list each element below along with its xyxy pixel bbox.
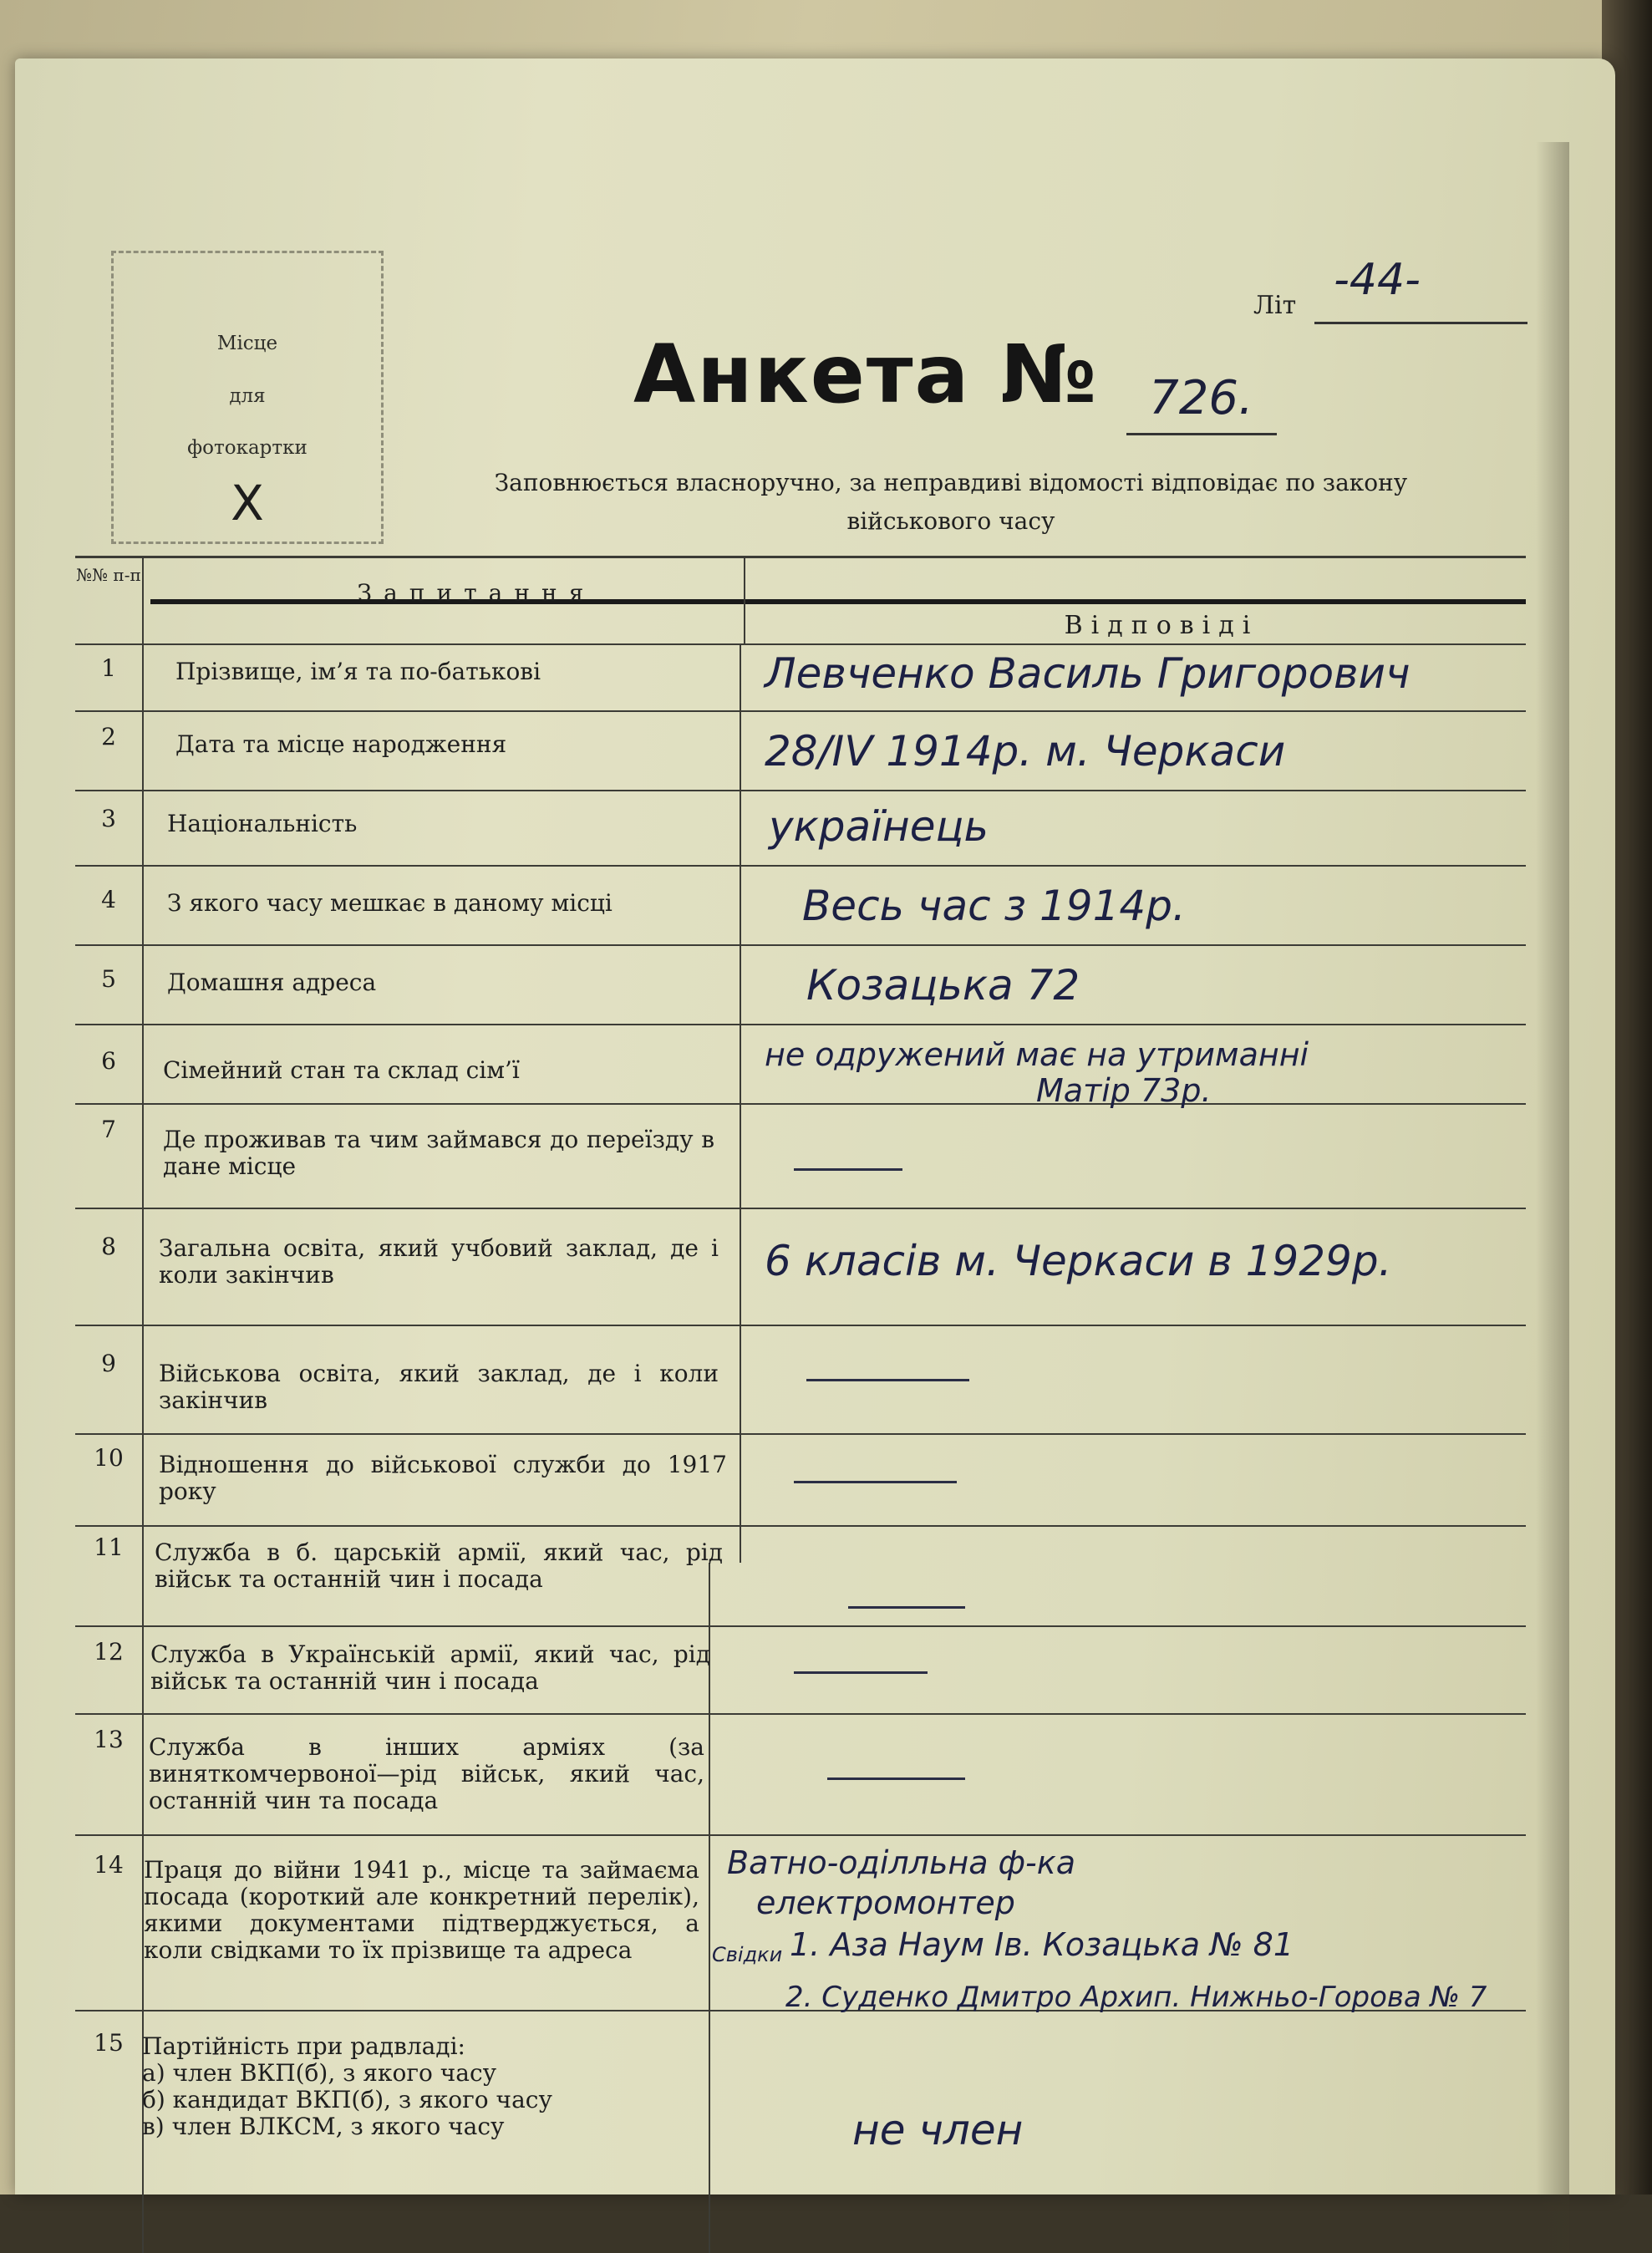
row-question: Служба в б. царській армії, який час, рід військ та останній чин і посада bbox=[155, 1538, 723, 1593]
row-answer-line2: Матір 73р. bbox=[1036, 1072, 1212, 1109]
row-number: 6 bbox=[101, 1047, 116, 1075]
row-question: Військова освіта, який заклад, де і коли закінчив bbox=[159, 1360, 719, 1414]
row-number: 9 bbox=[101, 1350, 116, 1377]
row-question: Праця до війни 1941 р., місце та займаєма посада (короткий але конкретний перелік), якими документами підтверджується, а коли свідками то їх прізвище та адреса bbox=[144, 1856, 699, 1964]
row-question: Загальна освіта, який учбовий заклад, де і коли закінчив bbox=[159, 1234, 719, 1289]
instructions bbox=[408, 464, 1494, 541]
page-title: Анкета № bbox=[633, 328, 1099, 421]
party-heading: Партійність при радвладі: bbox=[142, 2032, 465, 2060]
row-question: Національність bbox=[167, 810, 358, 837]
row-answer: не одружений має на утриманні bbox=[765, 1036, 1309, 1073]
photo-label-line1: Місце bbox=[216, 333, 278, 354]
empty-answer-dash bbox=[806, 1379, 969, 1381]
row-question: Служба в інших арміях (за виняткомчервоної—рід військ, який час, останній чин та посада bbox=[149, 1733, 704, 1814]
photo-label-line2: для bbox=[229, 385, 266, 407]
row-answer: Ватно-оділльна ф-ка bbox=[727, 1844, 1075, 1881]
row-question: Де проживав та чим займався до переїзду в дане місце bbox=[163, 1126, 714, 1180]
empty-answer-dash bbox=[794, 1671, 928, 1674]
form-number-underline bbox=[1126, 433, 1277, 435]
party-option-a: а) член ВКП(б), з якого часу bbox=[142, 2059, 497, 2087]
row-answer: Весь час з 1914р. bbox=[802, 882, 1186, 930]
page-curl-shadow bbox=[1536, 142, 1569, 2253]
col-divider-number bbox=[142, 556, 144, 2253]
col-divider-answer-upper bbox=[740, 643, 741, 1563]
row-divider bbox=[75, 1834, 1526, 1836]
row-question: З якого часу мешкає в даному місці bbox=[167, 889, 613, 917]
row-number: 1 bbox=[101, 654, 116, 682]
photo-label-line3: фотокартки bbox=[187, 437, 308, 459]
photo-placeholder bbox=[111, 251, 384, 544]
row-divider bbox=[75, 1024, 1526, 1025]
empty-answer-dash bbox=[794, 1481, 957, 1483]
row-question: Дата та місце народження bbox=[175, 730, 507, 758]
row-answer: Козацька 72 bbox=[806, 961, 1080, 1010]
row-answer: Левченко Василь Григорович bbox=[765, 649, 1411, 698]
row-divider bbox=[75, 1625, 1526, 1627]
instructions-line1: Заповнюється власноручно, за неправдиві відомості відповідає по закону bbox=[494, 469, 1408, 496]
party-option-b: б) кандидат ВКП(б), з якого часу bbox=[142, 2086, 552, 2113]
row-divider bbox=[75, 1713, 1526, 1715]
row-number: 7 bbox=[101, 1116, 116, 1143]
row-divider bbox=[75, 643, 1526, 645]
row-question: Прізвище, ім’я та по-батькові bbox=[175, 658, 541, 685]
questionnaire-page bbox=[15, 58, 1615, 2195]
row-divider bbox=[75, 1433, 1526, 1435]
row-answer: 28/IV 1914р. м. Черкаси bbox=[765, 727, 1286, 776]
row-divider bbox=[75, 1325, 1526, 1326]
row-number: 4 bbox=[101, 886, 116, 913]
row-number: 14 bbox=[94, 1851, 124, 1879]
row-divider bbox=[75, 1525, 1526, 1527]
row-answer: не член bbox=[852, 2106, 1024, 2154]
questionnaire-table bbox=[75, 556, 1526, 2253]
row-question bbox=[142, 2033, 694, 2140]
photo-mark: X bbox=[231, 475, 264, 531]
witness-label: Свідки bbox=[712, 1943, 783, 1966]
row-answer-line4: 2. Суденко Дмитро Архип. Нижньо-Горова № 7 bbox=[785, 1981, 1487, 2014]
empty-answer-dash bbox=[794, 1168, 902, 1171]
row-answer: українець bbox=[769, 802, 989, 851]
column-header-number: №№ п-п bbox=[76, 565, 141, 585]
row-answer-line3: 1. Аза Наум Ів. Козацька № 81 bbox=[790, 1926, 1294, 1963]
lit-value: -44- bbox=[1334, 255, 1421, 305]
form-number: 726. bbox=[1149, 371, 1253, 425]
row-answer-line2: електромонтер bbox=[756, 1884, 1015, 1921]
row-number: 8 bbox=[101, 1233, 116, 1260]
lit-label: Літ bbox=[1253, 291, 1297, 320]
row-question: Сімейний стан та склад сім’ї bbox=[163, 1056, 520, 1084]
row-divider bbox=[75, 944, 1526, 946]
table-top-rule bbox=[75, 556, 1526, 558]
row-question: Відношення до військової служби до 1917 року bbox=[159, 1451, 727, 1505]
row-number: 10 bbox=[94, 1444, 124, 1472]
row-number: 5 bbox=[101, 965, 116, 993]
row-number: 15 bbox=[94, 2029, 124, 2057]
row-question: Домашня адреса bbox=[167, 969, 377, 996]
row-divider bbox=[75, 865, 1526, 867]
instructions-line2: військового часу bbox=[846, 507, 1055, 535]
empty-answer-dash bbox=[827, 1777, 965, 1780]
column-header-answer: Відповіді bbox=[1064, 611, 1259, 640]
lit-underline bbox=[1314, 322, 1527, 324]
row-divider bbox=[75, 1103, 1526, 1105]
row-question: Служба в Українській армії, який час, рід військ та останній чин і посада bbox=[150, 1640, 710, 1695]
row-number: 11 bbox=[94, 1533, 124, 1561]
row-number: 3 bbox=[101, 805, 116, 832]
row-number: 2 bbox=[101, 723, 116, 750]
row-number: 13 bbox=[94, 1726, 124, 1753]
row-divider bbox=[75, 1208, 1526, 1209]
column-header-question: Запитання bbox=[357, 579, 596, 607]
row-divider bbox=[75, 790, 1526, 791]
row-number: 12 bbox=[94, 1638, 124, 1666]
row-answer: 6 класів м. Черкаси в 1929р. bbox=[765, 1237, 1392, 1285]
empty-answer-dash bbox=[848, 1606, 965, 1609]
row-divider bbox=[75, 710, 1526, 712]
party-option-c: в) член ВЛКСМ, з якого часу bbox=[142, 2113, 505, 2140]
